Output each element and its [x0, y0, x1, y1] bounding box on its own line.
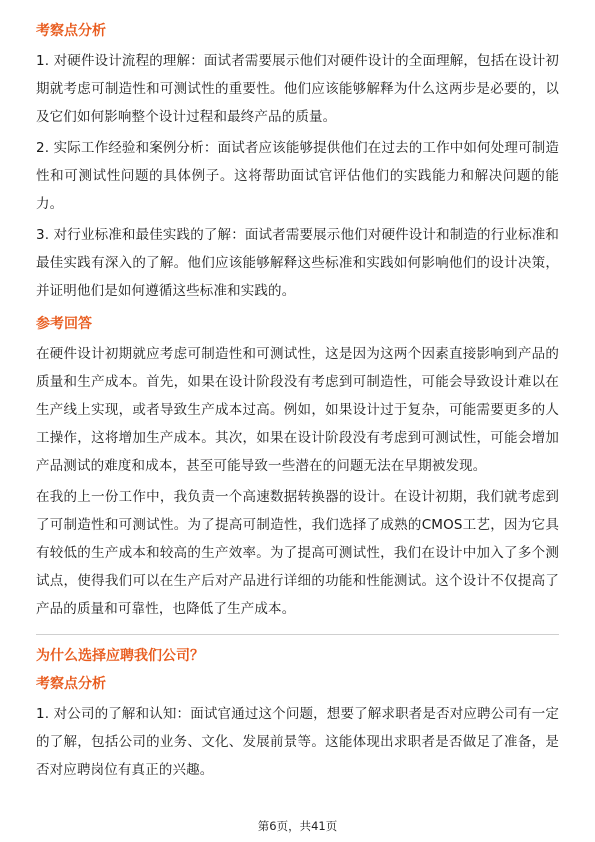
document-page	[36, 22, 559, 784]
answer-heading: 参考回答	[36, 316, 92, 332]
analysis-point-2: 2. 实际工作经验和案例分析：面试者应该能够提供他们在过去的工作中如何处理可制造性和可测试性问题的具体例子。这将帮助面试官评估他们的实践能力和解决问题的能力。	[36, 140, 559, 212]
section-divider	[36, 634, 559, 635]
analysis-point-2-1: 1. 对公司的了解和认知：面试官通过这个问题，想要了解求职者是否对应聘公司有一定的了解，包括公司的业务、文化、发展前景等。这能体现出求职者是否做足了准备，是否对应聘岗位有真正的兴趣。	[36, 706, 559, 778]
answer-paragraph-2: 在我的上一份工作中，我负责一个高速数据转换器的设计。在设计初期，我们就考虑到了可制造性和可测试性。为了提高可制造性，我们选择了成熟的CMOS工艺，因为它具有较低的生产成本和较高的生产效率。为了提高可测试性，我们在设计中加入了多个测试点，使得我们可以在生产后对产品进行详细的功能和性能测试。这个设计不仅提高了产品的质量和可靠性，也降低了生产成本。	[36, 489, 559, 617]
analysis-heading: 考察点分析	[36, 23, 106, 39]
answer-paragraph-1: 在硬件设计初期就应考虑可制造性和可测试性，这是因为这两个因素直接影响到产品的质量和生产成本。首先，如果在设计阶段没有考虑到可制造性，可能会导致设计难以在生产线上实现，或者导致生产成本过高。例如，如果设计过于复杂，可能需要更多的人工操作，这将增加生产成本。其次，如果在设计阶段没有考虑到可测试性，可能会增加产品测试的难度和成本，甚至可能导致一些潜在的问题无法在早期被发现。	[36, 346, 559, 474]
analysis-heading-2: 考察点分析	[36, 676, 106, 692]
analysis-point-3: 3. 对行业标准和最佳实践的了解：面试者需要展示他们对硬件设计和制造的行业标准和最佳实践有深入的了解。他们应该能够解释这些标准和实践如何影响他们的设计决策，并证明他们是如何遵循这些标准和实践的。	[36, 227, 559, 299]
page-number: 第6页，共41页	[257, 819, 338, 833]
question-title: 为什么选择应聘我们公司？	[36, 648, 204, 664]
analysis-point-1: 1. 对硬件设计流程的理解：面试者需要展示他们对硬件设计的全面理解，包括在设计初期就考虑可制造性和可测试性的重要性。他们应该能够解释为什么这两步是必要的，以及它们如何影响整个设计过程和最终产品的质量。	[36, 53, 559, 125]
